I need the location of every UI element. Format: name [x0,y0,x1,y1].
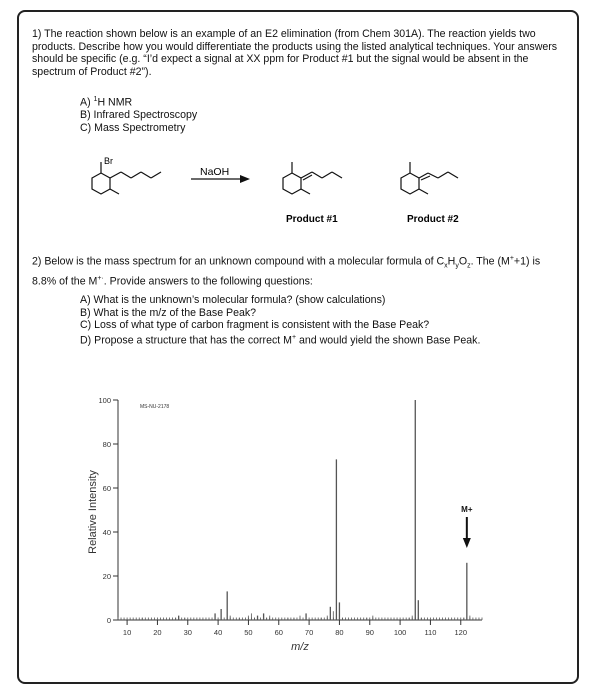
product-2-structure [401,162,458,194]
x-tick-label-60: 60 [274,628,283,637]
x-tick-label-80: 80 [335,628,344,637]
x-tick-label-50: 50 [244,628,253,637]
y-tick-label-80: 80 [102,440,111,449]
mass-spectrum-chart [0,380,600,670]
question-1-text: 1) The reaction shown below is an example of an E2 elimination (from Chem 301A). The reaction yields two products. Describe how you would differentiate the products using the listed analytical techniques. Your answers should be specific (e.g. “I’d expect a signal at XX ppm for Product #1 but the signal would be absent in the spectrum of Product #2”). [32,28,558,78]
y-tick-label-0: 0 [106,616,111,625]
x-tick-label-90: 90 [365,628,374,637]
spectrum-watermark: MS-NU-2178 [140,404,170,410]
reagent-label: NaOH [200,166,230,178]
q2-question-a: A) What is the unknown’s molecular formula? (show calculations) [80,294,386,306]
x-tick-label-40: 40 [213,628,223,637]
x-tick-label-20: 20 [153,628,162,637]
x-tick-label-110: 110 [424,628,437,637]
product-1-structure [283,162,342,194]
x-tick-label-100: 100 [393,628,407,637]
q1-option-a: A) $^1$H NMR [80,96,133,109]
y-axis-label: Relative Intensity [87,470,99,554]
molecular-ion-arrowhead [463,538,471,548]
product-2-label: Product #2 [407,214,459,225]
x-tick-label-70: 70 [304,628,314,637]
y-tick-label-20: 20 [102,572,111,581]
molecular-ion-label: M+ [461,505,473,514]
question-2-list [80,294,480,347]
arrow-head [240,175,250,183]
reactant-structure [92,162,161,194]
x-tick-label-10: 10 [122,628,132,637]
bromine-label: Br [104,156,113,166]
q2-question-d: D) Propose a structure that has the correct M+ and would yield the shown Base Peak. [80,333,481,347]
x-tick-label-30: 30 [183,628,192,637]
q2-question-c: C) Loss of what type of carbon fragment is consistent with the Base Peak? [80,319,430,332]
y-tick-label-60: 60 [102,484,111,493]
q2-question-b: B) What is the m/z of the Base Peak? [80,306,257,319]
q1-option-b: B) Infrared Spectroscopy [80,109,198,122]
x-axis-label: m/z [291,641,309,653]
y-tick-label-100: 100 [98,396,111,405]
question-2-text: 2) Below is the mass spectrum for an unknown compound with a molecular formula of $C_xH_yO_z$. The (M++1) is 8.8% of the M+·. Provide answers to the following questions: [32,255,541,288]
product-1-label: Product #1 [286,214,338,225]
x-tick-label-120: 120 [454,628,468,637]
q1-option-c: C) Mass Spectrometry [80,121,186,134]
reaction-scheme [0,0,600,240]
y-tick-label-40: 40 [102,528,111,537]
